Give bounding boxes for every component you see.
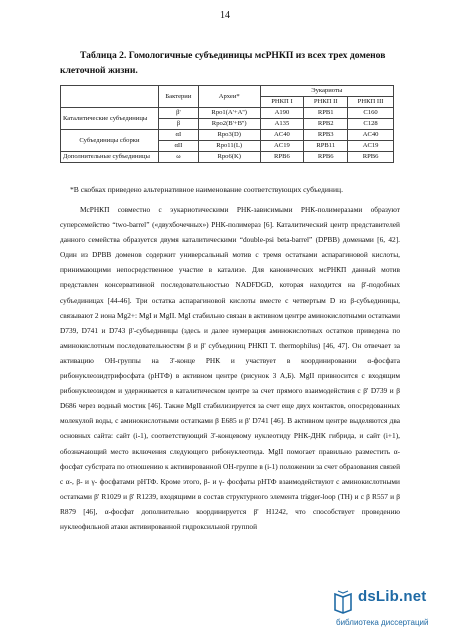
table-cell: Rpo2(B'+B'') xyxy=(198,119,260,130)
homology-table xyxy=(60,85,394,163)
table-cell: β' xyxy=(158,108,198,119)
table-cell: RPB3 xyxy=(304,130,348,141)
table-cell: AC19 xyxy=(260,141,304,152)
table-cell: Rpo6(K) xyxy=(198,152,260,163)
group-label: Каталитические субъединицы xyxy=(61,108,159,130)
table-cell: AC19 xyxy=(348,141,394,152)
table-cell: A190 xyxy=(260,108,304,119)
page-number: 14 xyxy=(220,10,230,21)
table-cell: ω xyxy=(158,152,198,163)
paragraph: МсРНКП совместно с эукариотическими РНК-зависимыми РНК-полимеразами образуют суперсемейство “two-barrel” («двухбочечных») РНК-полимераз [6]. Каталитический центр представителей данного семейства образуется двумя каталитическими “double-psi beta-barrel” (DPBB) доменами [6, 42]. Один из DPBB доменов содержит универсальный мотив с тремя остатками аспарагиновой кислоты, принимающими непосредственное участие в катализе. Для канонических мсРНКП данный мотив представлен консервативной последовательностью NADFDGD, которая находится на β'-подобных субъединицах [44-46]. Три остатка аспарагиновой кислоты вместе с четвертым D из β-субъединицы, связывают 2 иона Mg2+: MgI и MgII. MgI стабильно связан в активном центре аминокислотными остатками D739, D741 и D743 β'-субъединицы (здесь и далее нумерация аминокислотных остатков приведена по аминокислотным последовательностям β и β' субъединиц РНКП T. thermophilus) [46, 47]. Он отвечает за активацию ОН-группы на 3'-конце РНК и участвует в координировании α-фосфата рибонуклеозидтрифосфата (рНТФ) в активном центре (рисунок 3 А,Б). MgII привносится с входящим рибонуклеозидом и удерживается в каталитическом центре за счет прямого взаимодействия с β' D739 и β D686 через водный мостик [46]. Также MgII стабилизируется за счет еще двух контактов, опосредованных молекулой воды, с аминокислотными остатками β E685 и β' D741 [46]. В активном центре выделяются два основных сайта: сайт (i-1), соответствующий 3'-концевому нуклеотиду РНК-ДНК гибрида, и сайт (i+1), обозначающий место включения следующего рибонуклеотида. MgII помогает правильно разместить α-фосфат субстрата по отношению к активированной ОН-группе в (i-1) положении за счет образования связей с α-, β- и γ- фосфатами рНТФ. Кроме этого, β- и γ- фосфаты рНТФ взаимодействуют с аминокислотными остатками β' R1029 и β' R1239, входящими в состав структурного элемента trigger-loop (TH) и с β R557 и β R879 [46], α-фосфат дополнительно координируется β' H1242, что способствует проведению нуклеофильной атаки активированной гидроксильной группой xyxy=(60,205,400,531)
table-cell: AC40 xyxy=(260,130,304,141)
watermark-title: dsLib.net xyxy=(358,588,427,605)
table-cell: Rpo11(L) xyxy=(198,141,260,152)
table-cell: RPB6 xyxy=(260,152,304,163)
header-archaea: Археи* xyxy=(198,86,260,108)
table-cell: C160 xyxy=(348,108,394,119)
table-cell: β xyxy=(158,119,198,130)
group-label: Субъединицы сборки xyxy=(61,130,159,152)
table-cell: Rpo1(A'+A'') xyxy=(198,108,260,119)
group-label: Дополнительные субъединицы xyxy=(61,152,159,163)
table-cell: C128 xyxy=(348,119,394,130)
table-caption xyxy=(60,48,400,78)
table-cell: AC40 xyxy=(348,130,394,141)
book-logo-icon xyxy=(332,590,354,614)
table-cell: RPB2 xyxy=(304,119,348,130)
table-row xyxy=(61,130,394,141)
header-blank xyxy=(61,86,159,108)
caption-text: Таблица 2. Гомологичные субъединицы мсРНКП из всех трех доменов клеточной жизни. xyxy=(60,50,386,76)
table-row xyxy=(61,108,394,119)
header-rnap3: РНКП III xyxy=(348,97,394,108)
table-cell: RPB6 xyxy=(304,152,348,163)
body-text xyxy=(60,202,400,534)
table-header-row xyxy=(61,86,394,97)
site-watermark xyxy=(330,588,450,634)
table-cell: RPB1 xyxy=(304,108,348,119)
table-cell: A135 xyxy=(260,119,304,130)
table-row xyxy=(61,152,394,163)
header-rnap2: РНКП II xyxy=(304,97,348,108)
table-cell: αII xyxy=(158,141,198,152)
watermark-subtitle: библиотека диссертаций xyxy=(336,618,429,627)
table-footnote: *В скобках приведено альтернативное наименование соответствующих субъединиц. xyxy=(70,185,344,194)
header-bacteria: Бактерии xyxy=(158,86,198,108)
table-cell: RPB11 xyxy=(304,141,348,152)
table-cell: αI xyxy=(158,130,198,141)
table-cell: Rpo3(D) xyxy=(198,130,260,141)
header-rnap1: РНКП I xyxy=(260,97,304,108)
table-cell: RPB6 xyxy=(348,152,394,163)
header-eukaryotes: Эукариоты xyxy=(260,86,393,97)
